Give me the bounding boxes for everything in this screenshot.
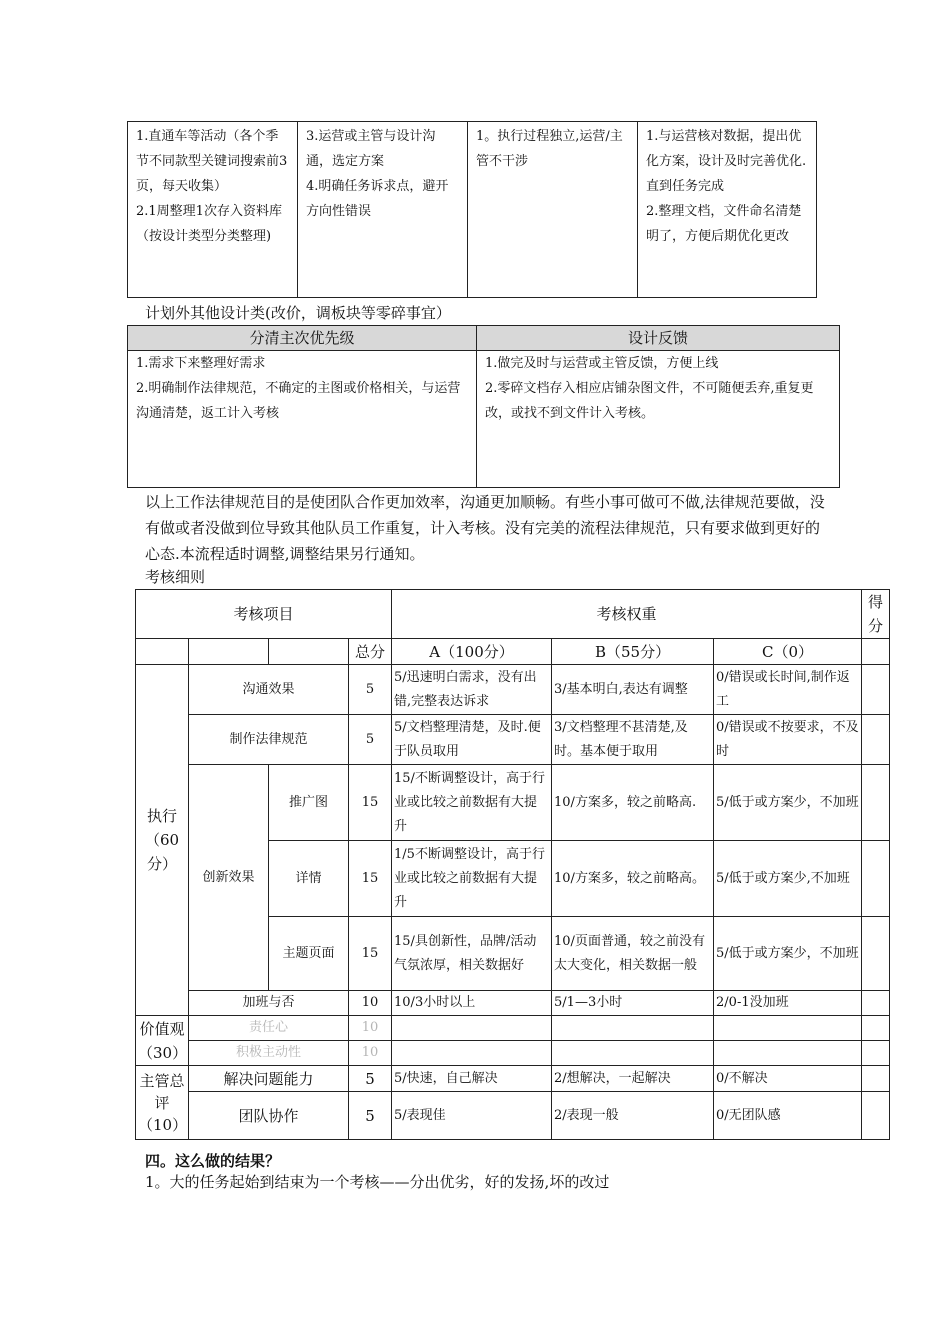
section-item: 1。大的任务起始到结束为一个考核——分出优劣，好的发扬,坏的改过 [145,1173,610,1191]
col-total: 总分 [349,639,392,665]
workflow-table [127,121,817,298]
header-weight: 考核权重 [392,590,862,639]
assessment-title: 考核细则 [145,568,206,586]
table-row [136,991,890,1016]
table-row [128,122,817,298]
row-a: 5/快速，自己解决 [392,1066,552,1092]
table-row [128,351,840,488]
feedback-line: 2.零碎文档存入相应店铺杂图文件，不可随便丢弃,重复更改，或找不到文件计入考核。 [485,381,814,421]
workflow-line: 1。执行过程独立,运营/主管不干涉 [476,129,623,169]
row-c: 0/不解决 [714,1066,862,1092]
row-c: 0/错误或不按要求，不及时 [714,715,862,765]
row-name: 解决问题能力 [189,1066,349,1092]
row-total: 15 [349,765,392,841]
col-b: B（55分） [552,639,714,665]
header-score: 得分 [862,590,890,639]
row-b: 10/方案多，较之前略高。 [552,841,714,917]
header-item: 考核项目 [136,590,392,639]
row-total: 10 [349,991,392,1016]
row-total: 15 [349,841,392,917]
row-c: 5/低于或方案少，不加班 [714,765,862,841]
row-name: 责任心 [189,1016,349,1041]
header-priority: 分清主次优先级 [128,326,477,351]
row-total: 10 [349,1016,392,1041]
assessment-table [135,589,890,1140]
table-header-row [128,326,840,351]
row-name: 推广图 [269,765,349,841]
table-row [136,765,890,841]
workflow-cell [298,122,468,298]
row-b: 2/表现一般 [552,1092,714,1140]
innovation-category: 创新效果 [189,765,269,991]
feedback-line: 1.做完及时与运营或主管反馈，方便上线 [485,356,719,371]
row-c: 0/无团队感 [714,1092,862,1140]
row-c: 5/低于或方案少,不加班 [714,841,862,917]
row-a: 5/迅速明白需求，没有出错,完整表达诉求 [392,665,552,715]
workflow-line: 2.整理文档，文件命名清楚明了，方便后期优化更改 [646,204,802,244]
exec-category [136,665,189,1016]
row-name: 沟通效果 [189,665,349,715]
row-total: 10 [349,1041,392,1066]
table-row [136,1092,890,1140]
row-name: 主题页面 [269,917,349,991]
row-name: 制作法律规范 [189,715,349,765]
feedback-cell [477,351,840,488]
row-total: 5 [349,1066,392,1092]
table-subheader-row [136,639,890,665]
row-a: 15/具创新性，品牌/活动气氛浓厚，相关数据好 [392,917,552,991]
priority-line: 2.明确制作法律规范，不确定的主图或价格相关，与运营沟通清楚，返工计入考核 [136,381,461,421]
row-a: 10/3小时以上 [392,991,552,1016]
table-row [136,1016,890,1041]
workflow-cell [638,122,817,298]
workflow-line: 4.明确任务诉求点，避开方向性错误 [306,179,449,219]
exec-label: 执行（60分） [144,807,180,873]
rules-paragraph: 以上工作法律规范目的是使团队合作更加效率，沟通更加顺畅。有些小事可做可不做,法律规范要做，没有做或者没做到位导致其他队员工作重复，计入考核。没有完美的流程法律规范，只有要求做到更好的心态.本流程适时调整,调整结果另行通知。 [145,493,825,563]
row-b: 3/基本明白,表达有调整 [552,665,714,715]
table-row [136,665,890,715]
col-a: A（100分） [392,639,552,665]
priority-cell [128,351,477,488]
workflow-line: 2.1周整理1次存入资料库（按设计类型分类整理) [136,204,282,244]
table-row [136,1066,890,1092]
row-b: 10/方案多，较之前略高. [552,765,714,841]
row-c: 5/低于或方案少，不加班 [714,917,862,991]
row-name: 加班与否 [189,991,349,1016]
row-name: 团队协作 [189,1092,349,1140]
row-total: 5 [349,1092,392,1140]
priority-line: 1.需求下来整理好需求 [136,356,266,371]
workflow-line: 1.与运营核对数据，提出优化方案，设计及时完善优化.直到任务完成 [646,129,807,194]
col-c: C（0） [714,639,862,665]
value-category: 价值观（30） [136,1016,189,1066]
row-a: 1/5不断调整设计，高于行业或比较之前数据有大提升 [392,841,552,917]
row-a: 15/不断调整设计，高于行业或比较之前数据有大提升 [392,765,552,841]
row-name: 详情 [269,841,349,917]
section-title: 计划外其他设计类(改价，调板块等零碎事宜） [145,304,451,322]
section-heading: 四。这么做的结果？ [145,1152,281,1170]
row-a: 5/文档整理清楚，及时.便于队员取用 [392,715,552,765]
row-b: 10/页面普通，较之前没有太大变化，相关数据一般 [552,917,714,991]
header-feedback: 设计反馈 [477,326,840,351]
row-total: 5 [349,665,392,715]
row-total: 15 [349,917,392,991]
table-row [136,715,890,765]
workflow-cell [128,122,298,298]
workflow-line: 3.运营或主管与设计沟通，选定方案 [306,129,436,169]
row-a: 5/表现佳 [392,1092,552,1140]
table-header-row [136,590,890,639]
row-b: 5/1—3小时 [552,991,714,1016]
row-name: 积极主动性 [189,1041,349,1066]
workflow-cell [468,122,638,298]
row-b: 2/想解决，一起解决 [552,1066,714,1092]
row-total: 5 [349,715,392,765]
workflow-line: 1.直通车等活动（各个季节不同款型关键词搜索前3页，每天收集） [136,129,288,194]
table-row [136,1041,890,1066]
row-b: 3/文档整理不甚清楚,及时。基本便于取用 [552,715,714,765]
row-c: 0/错误或长时间,制作返工 [714,665,862,715]
priority-feedback-table [127,325,840,488]
row-c: 2/0-1没加班 [714,991,862,1016]
manager-category: 主管总评（10） [136,1066,189,1140]
